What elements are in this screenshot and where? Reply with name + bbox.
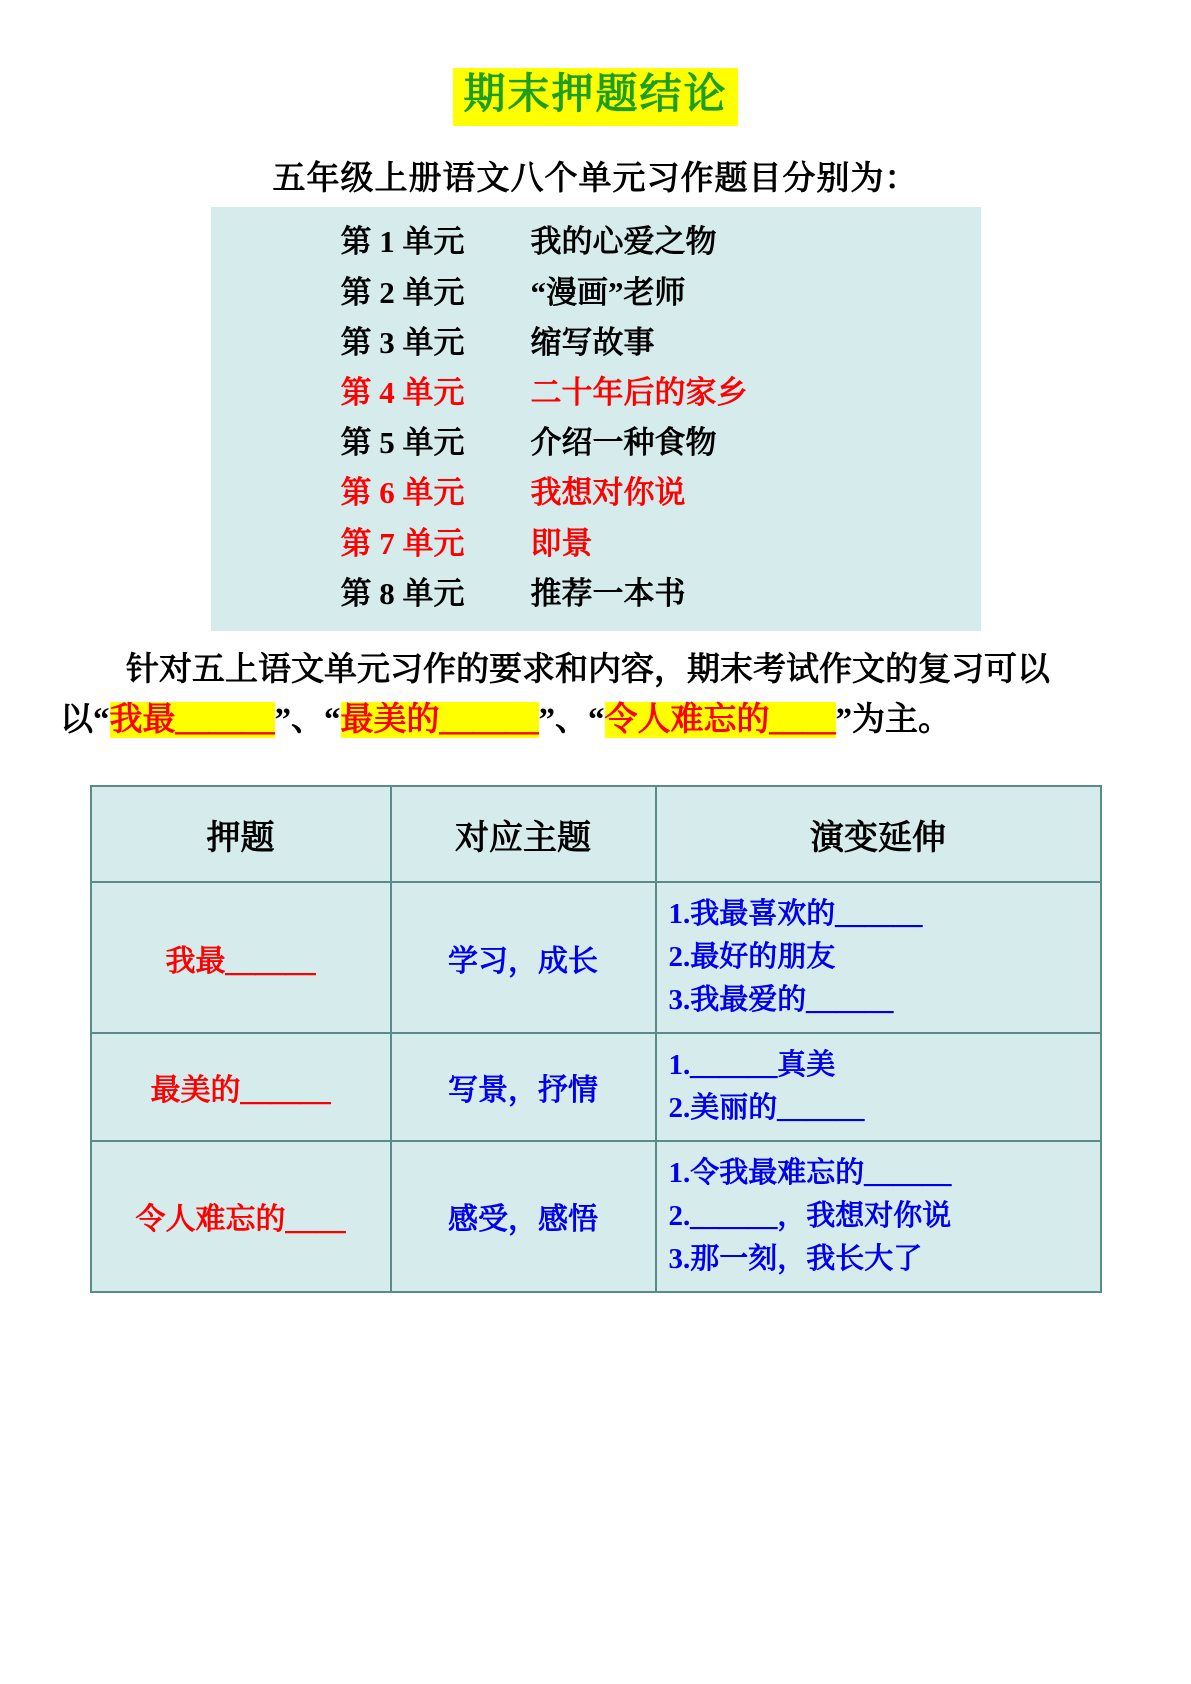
column-header-extension: 演变延伸 xyxy=(656,786,1101,882)
list-item xyxy=(211,217,981,267)
extension-item: 2.最好的朋友 xyxy=(668,941,836,974)
page-title-wrapper xyxy=(60,68,1131,126)
cell-theme: 学习，成长 xyxy=(391,882,656,1033)
keyword-1: 我最＿＿＿ xyxy=(109,702,275,739)
unit-topic: “漫画”老师 xyxy=(530,274,686,310)
cell-guess: 最美的＿＿＿ xyxy=(91,1033,391,1141)
list-item xyxy=(211,519,981,569)
page-title: 期末押题结论 xyxy=(453,68,737,126)
extension-item: 1.我最喜欢的＿＿＿ xyxy=(668,898,923,931)
extension-item: 2.＿＿＿，我想对你说 xyxy=(668,1199,952,1232)
unit-topic: 我想对你说 xyxy=(530,475,686,511)
unit-number: 第 6 单元 xyxy=(340,475,465,511)
list-item xyxy=(211,468,981,518)
paragraph-part-1: 针对五上语文单元习作的要求和内容，期末考试作文的复习可以以“ xyxy=(60,652,1050,739)
cell-extension xyxy=(656,882,1101,1033)
extension-item: 1.令我最难忘的＿＿＿ xyxy=(668,1156,952,1189)
paragraph-separator-2: ”、“ xyxy=(538,702,605,739)
unit-topic: 二十年后的家乡 xyxy=(530,375,748,411)
keyword-3: 令人难忘的＿＿ xyxy=(604,702,836,739)
paragraph-separator-1: ”、“ xyxy=(274,702,341,739)
column-header-guess: 押题 xyxy=(91,786,391,882)
unit-topic: 介绍一种食物 xyxy=(530,425,717,461)
keyword-2: 最美的＿＿＿ xyxy=(340,702,539,739)
unit-list xyxy=(211,207,981,631)
unit-number: 第 2 单元 xyxy=(340,274,465,310)
paragraph-part-2: ”为主。 xyxy=(835,702,951,739)
extension-item: 2.美丽的＿＿＿ xyxy=(668,1092,865,1125)
extension-item: 3.那一刻，我长大了 xyxy=(668,1242,923,1275)
table-row xyxy=(91,1141,1101,1292)
unit-number: 第 5 单元 xyxy=(340,425,465,461)
list-item xyxy=(211,268,981,318)
unit-topic: 即景 xyxy=(530,525,593,561)
cell-guess: 令人难忘的＿＿ xyxy=(91,1141,391,1292)
cell-theme: 感受，感悟 xyxy=(391,1141,656,1292)
cell-guess: 我最＿＿＿ xyxy=(91,882,391,1033)
table-header-row xyxy=(91,786,1101,882)
lead-line: 五年级上册语文八个单元习作题目分别为： xyxy=(272,161,919,198)
table-row xyxy=(91,882,1101,1033)
extension-item: 3.我最爱的＿＿＿ xyxy=(668,984,894,1017)
unit-number: 第 8 单元 xyxy=(340,575,465,611)
cell-extension xyxy=(656,1141,1101,1292)
list-item xyxy=(211,418,981,468)
cell-extension xyxy=(656,1033,1101,1141)
unit-topic: 我的心爱之物 xyxy=(530,224,717,260)
unit-number: 第 1 单元 xyxy=(340,224,465,260)
body-paragraph xyxy=(60,645,1131,745)
cell-theme: 写景，抒情 xyxy=(391,1033,656,1141)
list-item xyxy=(211,318,981,368)
unit-number: 第 7 单元 xyxy=(340,525,465,561)
column-header-theme: 对应主题 xyxy=(391,786,656,882)
prediction-table xyxy=(90,785,1102,1292)
unit-topic: 缩写故事 xyxy=(530,324,655,360)
extension-item: 1.＿＿＿真美 xyxy=(668,1049,836,1082)
list-item xyxy=(211,368,981,418)
unit-number: 第 4 单元 xyxy=(340,375,465,411)
unit-number: 第 3 单元 xyxy=(340,324,465,360)
table-row xyxy=(91,1033,1101,1141)
list-item xyxy=(211,569,981,619)
unit-topic: 推荐一本书 xyxy=(530,575,686,611)
